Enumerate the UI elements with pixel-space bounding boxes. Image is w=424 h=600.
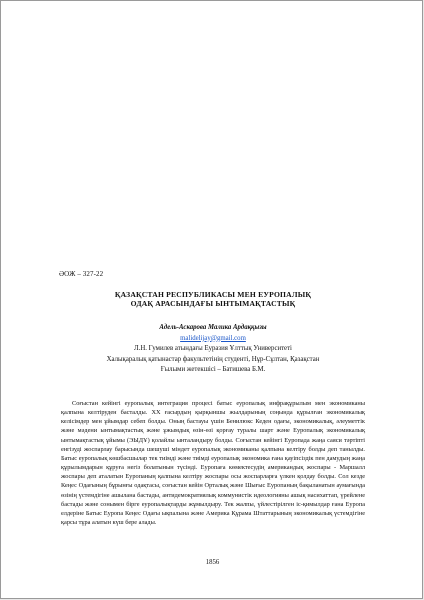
udc-code: ӘОЖ – 327-22 — [59, 270, 104, 278]
author-university: Л.Н. Гумилев атындағы Еуразия Ұлттық Университеті — [134, 345, 292, 352]
title-line-2: ОДАҚ АРАСЫНДАҒЫ ЫНТЫМАҚТАСТЫҚ — [130, 299, 296, 308]
author-block — [41, 323, 385, 376]
author-name: Адель-Аскарова Малика Ардаққызы — [159, 324, 267, 331]
title-line-1: ҚАЗАҚСТАН РЕСПУБЛИКАСЫ МЕН ЕУРОПАЛЫҚ — [114, 290, 312, 299]
advisor: Ғылыми жетекшісі – Батишева Б.М. — [160, 366, 266, 373]
page-number: 1856 — [205, 559, 220, 566]
article-title — [41, 290, 385, 308]
author-email-link[interactable]: malidelijay@gmail.com — [180, 334, 246, 342]
article-body: Соғыстан кейінгі еуропалық интеграция процесі батыс еуропалық инфрақұрылым мен экономиканы қалпына келтіруден басталды. XX ғасырдың қырқыншы жылдарының соңында құрылған экономикалық келісімдер мен ұйымдар себеп болды. Оның бастауы үшін Бенилюкс Кеден одағы, экономикалық, әлеуметтік және мәдени ынтымақтастық және ұжымдық өзін-өзі қорғау туралы шарт және Еуропалық экономикалық ынтымақтастық ұйымы (ЭЫДҰ) қолайлы ынталандыру болды. Соғыстан кейінгі Еуропада жаңа саяси тәртіпті енгізуді жоспарлау барысында шешуші міндет еуропалық экономиканы қалпына келтіру болды деп танылды. Батыс еуропалық көшбасшылар тек тиімді және тиімді еуропалық экономика ғана қауіпсіздік пен дамудың жаңа құрылымдарын құруға негіз болатынын түсінді. Еуропаға көмектесудің американдық жоспары - Маршалл жоспары деп аталатын Еуропаның қалпына келтіру жоспары осы жоспарларға үлкен қолдау болды. Сол кезде Кеңес Одағының бұрынғы одақтасы, соғыстан кейін Орталық және Шығыс Еуропаның бақыланатын аумағында өзінің үстемдігіне ашылана бастады, антидемократиялық коммунистік идеологияны ашық насихаттап, үрейлене бастады және сонымен бірге еуропалықтарды жұмылдыру. Тек жалпы, үйлестірілген іс-қимылдар ғана Еуропа елдеріне Батыс Еуропа Кеңес Одағы ықпалына және Америка Құрама Штаттарының экономикалық үстемдігіне қарсы тұра алатын күш бере алады. — [61, 400, 365, 527]
author-faculty: Халықаралық қатынастар факультетінің студенті, Нұр-Сұлтан, Қазақстан — [106, 355, 320, 363]
